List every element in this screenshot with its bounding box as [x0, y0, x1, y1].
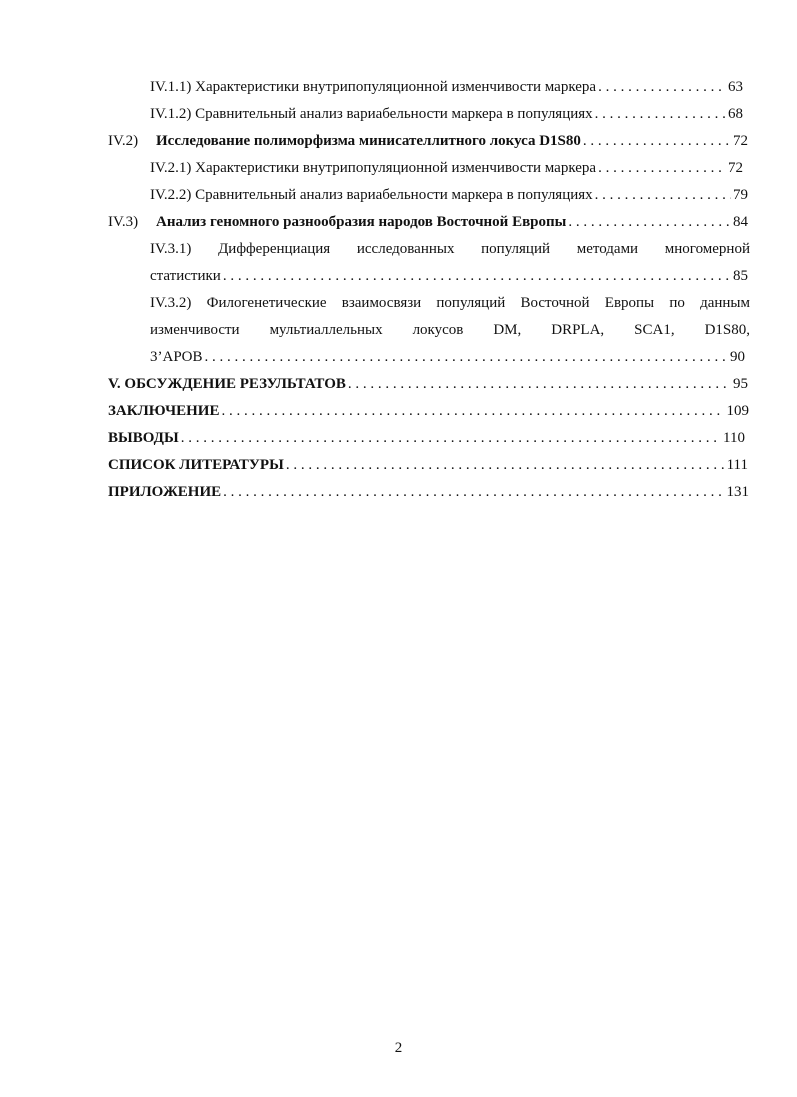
toc-entry-page: 79: [733, 187, 748, 203]
toc-leader-dots: [221, 402, 724, 420]
toc-entry-page: 111: [726, 457, 748, 473]
toc-leader-dots: [286, 456, 725, 474]
toc-entry-title: 3’APOB: [150, 349, 203, 365]
toc-entry-title: V. ОБСУЖДЕНИЕ РЕЗУЛЬТАТОВ: [108, 376, 346, 392]
toc-entry-page: 109: [726, 403, 749, 419]
toc-entry-number: IV.2): [108, 133, 139, 149]
toc-entry-page: 72: [733, 133, 748, 149]
toc-entry-page: 68: [728, 106, 743, 122]
toc-entry-iv-2-1: [150, 159, 743, 177]
toc-entry-title: Исследование полиморфизма минисателлитного локуса D1S80: [156, 133, 581, 149]
toc-entry-iv-3-2-line2: изменчивости мультиаллельных локусов DM, DRPLA, SCA1, D1S80,: [150, 322, 750, 338]
toc-entry-page: 90: [730, 349, 745, 365]
toc-entry-page: 84: [733, 214, 748, 230]
toc-entry-page: 72: [728, 160, 743, 176]
toc-entry-appendix: [108, 483, 749, 501]
toc-entry-references: [108, 456, 748, 474]
toc-leader-dots: [595, 186, 731, 204]
page-number: 2: [394, 1040, 403, 1056]
toc-leader-dots: [568, 213, 731, 231]
toc-leader-dots: [348, 375, 731, 393]
toc-entry-iv-1-2: [150, 105, 743, 123]
toc-entry-title: IV.2.1) Характеристики внутрипопуляционной изменчивости маркера: [150, 160, 597, 176]
toc-entry-iv-3-2-line1: IV.3.2) Филогенетические взаимосвязи популяций Восточной Европы по данным: [150, 295, 750, 311]
toc-entry-page: 131: [726, 484, 749, 500]
toc-leader-dots: [223, 483, 724, 501]
toc-entry-title: ЗАКЛЮЧЕНИЕ: [108, 403, 220, 419]
toc-leader-dots: [598, 78, 726, 96]
toc-entry-iv-2: [108, 132, 748, 150]
toc-entry-page: 85: [733, 268, 748, 284]
toc-entry-findings: [108, 429, 745, 447]
toc-entry-title: ПРИЛОЖЕНИЕ: [108, 484, 222, 500]
toc-entry-page: 63: [728, 79, 743, 95]
toc-leader-dots: [223, 267, 731, 285]
toc-entry-title: Анализ геномного разнообразия народов Восточной Европы: [156, 214, 567, 230]
toc-entry-iv-3: [108, 213, 748, 231]
toc-entry-title: статистики: [150, 268, 221, 284]
toc-entry-iv-3-1-line1: IV.3.1) Дифференциация исследованных популяций методами многомерной: [150, 241, 750, 257]
toc-entry-title: СПИСОК ЛИТЕРАТУРЫ: [108, 457, 284, 473]
toc-entry-number: IV.3): [108, 214, 139, 230]
toc-entry-iv-2-2: [150, 186, 748, 204]
toc-leader-dots: [598, 159, 726, 177]
toc-leader-dots: [595, 105, 726, 123]
toc-entry-iv-1-1: [150, 78, 743, 96]
toc-leader-dots: [583, 132, 731, 150]
toc-entry-title: ВЫВОДЫ: [108, 430, 179, 446]
toc-entry-iv-3-2-line3: [150, 348, 745, 366]
toc-entry-title: IV.1.2) Сравнительный анализ вариабельности маркера в популяциях: [150, 106, 593, 122]
toc-leader-dots: [181, 429, 721, 447]
toc-entry-iv-3-1-line2: [150, 267, 748, 285]
toc-entry-page: 95: [733, 376, 748, 392]
toc-entry-conclusion: [108, 402, 749, 420]
toc-entry-title: IV.2.2) Сравнительный анализ вариабельности маркера в популяциях: [150, 187, 593, 203]
toc-leader-dots: [205, 348, 728, 366]
toc-entry-title: IV.1.1) Характеристики внутрипопуляционной изменчивости маркера: [150, 79, 597, 95]
toc-entry-discussion: [108, 375, 748, 393]
toc-entry-page: 110: [723, 430, 745, 446]
